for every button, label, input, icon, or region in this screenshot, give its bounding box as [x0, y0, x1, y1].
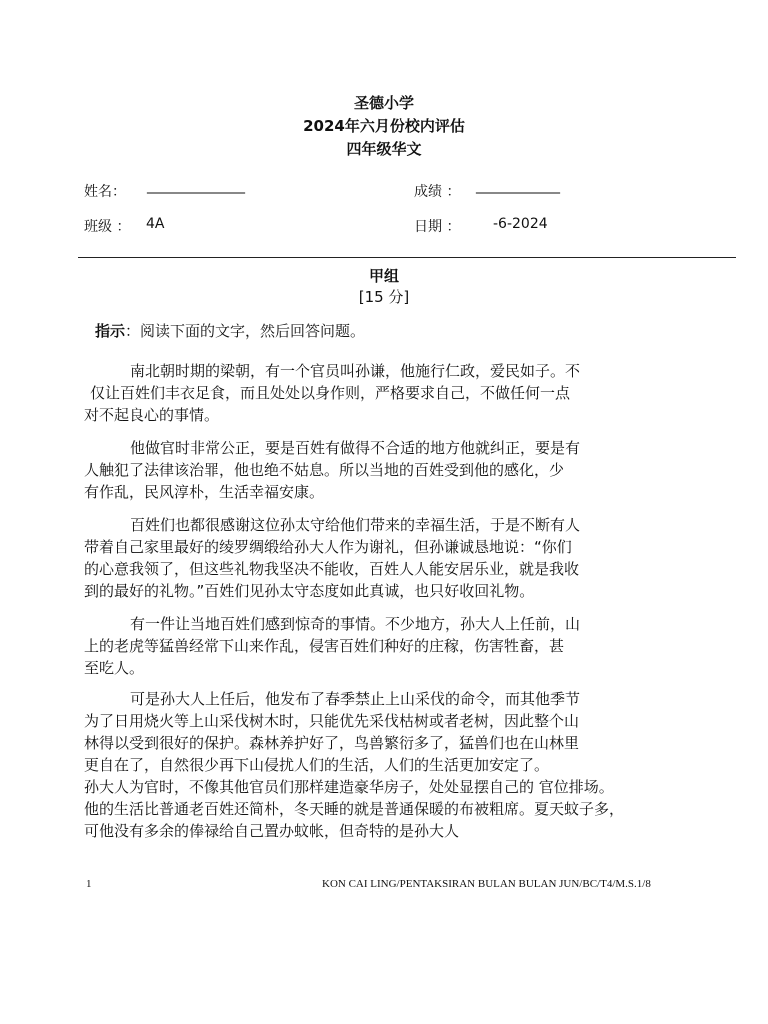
class-value: 4A: [146, 216, 165, 232]
paragraph-2: [84, 437, 694, 503]
passage-line: 他做官时非常公正，要是百姓有做得不合适的地方他就纠正，要是有: [130, 439, 581, 457]
page-number: 1: [86, 878, 92, 890]
passage-line: 至吃人。: [84, 659, 145, 677]
passage-line: 为了日用烧火等上山采伐树木时，只能优先采伐枯树或者老树，因此整个山: [84, 712, 580, 730]
name-label: 姓名：: [84, 184, 126, 200]
paragraph-6: [84, 776, 734, 842]
section-marks: [15 分]: [358, 288, 410, 306]
paragraph-1: [84, 360, 694, 426]
passage-line: 仅让百姓们丰衣足食，而且处处以身作则，严格要求自己，不做任何一点: [90, 384, 571, 402]
instruction: [95, 320, 365, 341]
passage-line: 人触犯了法律该治罪，他也绝不姑息。所以当地的百姓受到他的感化，少: [84, 461, 565, 479]
paragraph-4: [84, 613, 694, 679]
paragraph-5: [84, 688, 694, 776]
passage-line: 林得以受到很好的保护。森林养护好了，鸟兽繁衍多了，猛兽们也在山林里: [84, 734, 580, 752]
score-field[interactable]: ____________: [476, 178, 560, 194]
passage-line: 百姓们也都很感谢这位孙太守给他们带来的幸福生活，于是不断有人: [130, 516, 581, 534]
passage-line: 可是孙大人上任后，他发布了春季禁止上山采伐的命令，而其他季节: [130, 690, 581, 708]
paragraph-3: [84, 514, 694, 602]
instruction-label: 指示: [95, 322, 126, 340]
score-label: 成绩 ：: [414, 184, 461, 200]
passage-line: 有作乱，民风淳朴，生活幸福安康。: [84, 483, 325, 501]
passage-line: 到的最好的礼物。”百姓们见孙太守态度如此真诚，也只好收回礼物。: [84, 582, 535, 600]
class-label: 班级 ：: [84, 219, 131, 235]
passage-line: 对不起良心的事情。: [84, 406, 220, 424]
date-label: 日期 ：: [414, 219, 461, 235]
instruction-text: ：阅读下面的文字，然后回答问题。: [125, 322, 366, 340]
passage-line: 的心意我领了，但这些礼物我坚决不能收，百姓人人能安居乐业，就是我收: [84, 560, 580, 578]
date-value: -6-2024: [493, 216, 548, 232]
passage-line: 孙大人为官时，不像其他官员们那样建造豪华房子，处处显摆自己的 官位排场。: [84, 778, 614, 796]
section-title: 甲组: [368, 267, 399, 285]
passage-line: 可他没有多余的俸禄给自己置办蚊帐，但奇特的是孙大人: [84, 822, 460, 840]
school-name: 圣德小学: [353, 94, 414, 112]
passage-line: 更自在了，自然很少再下山侵扰人们的生活，人们的生活更加安定了。: [84, 756, 550, 774]
divider-line: [78, 257, 736, 258]
footer-code: KON CAI LING/PENTAKSIRAN BULAN BULAN JUN/BC/T4/M.S.1/8: [322, 878, 651, 890]
passage-line: 南北朝时期的梁朝，有一个官员叫孙谦，他施行仁政，爱民如子。不: [130, 362, 581, 380]
subject-title: 四年级华文: [346, 140, 422, 158]
passage-line: 带着自己家里最好的绫罗绸缎给孙大人作为谢礼，但孙谦诚恳地说：“你们: [84, 538, 572, 556]
name-field[interactable]: ______________: [147, 178, 245, 194]
passage-line: 他的生活比普通老百姓还简朴，冬天睡的就是普通保暖的布被粗席。夏天蚊子多，: [84, 800, 625, 818]
passage-line: 有一件让当地百姓们感到惊奇的事情。不少地方，孙大人上任前，山: [130, 615, 581, 633]
exam-title: 2024年六月份校内评估: [303, 117, 465, 135]
passage-line: 上的老虎等猛兽经常下山来作乱，侵害百姓们种好的庄稼，伤害牲畜，甚: [84, 637, 565, 655]
